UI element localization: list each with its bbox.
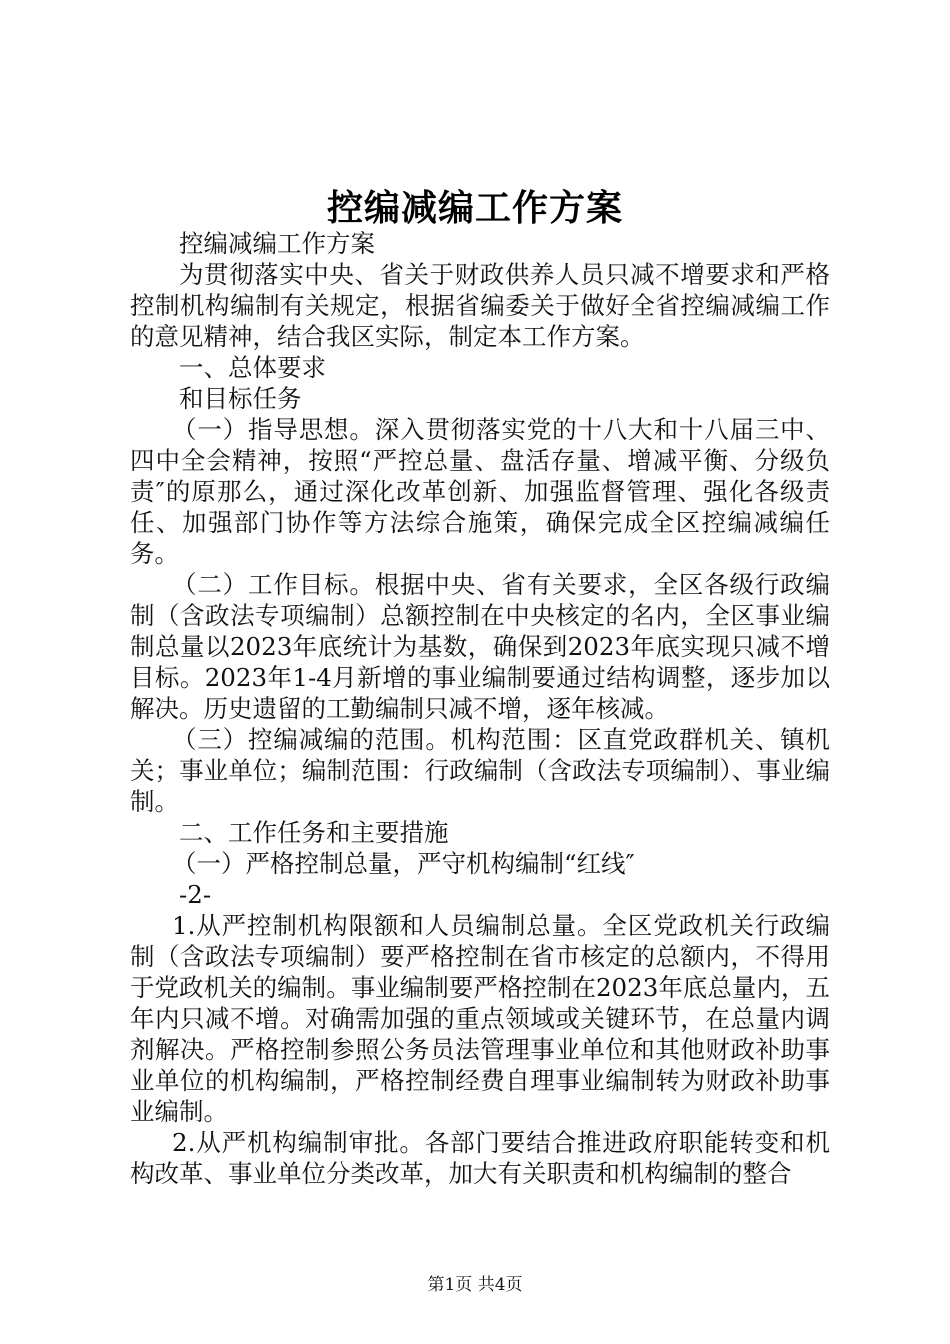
document-title: 控编减编工作方案: [326, 187, 623, 229]
paragraph: 1.从严控制机构限额和人员编制总量。全区党政机关行政编制（含政法专项编制）要严格控制在省市核定的总额内，不得用于党政机关的编制。事业编制要严格控制在2023年底总量内，五年内只减不增。对确需加强的重点领域或关键环节，在总量内调剂解决。严格控制参照公务员法管理事业单位和其他财政补助事业单位的机构编制，严格控制经费自理事业编制转为财政补助事业编制。: [130, 911, 830, 1126]
paragraph: （二）工作目标。根据中央、省有关要求，全区各级行政编制（含政法专项编制）总额控制在中央核定的名内，全区事业编制总量以2023年底统计为基数，确保到2023年底实现只减不增目标。2023年1-4月新增的事业编制要通过结构调整，逐步加以解决。历史遗留的工勤编制只减不增，逐年核减。: [130, 570, 830, 723]
section-heading: 和目标任务: [179, 384, 302, 413]
paragraph: 控编减编工作方案: [179, 229, 375, 258]
document-body: [130, 228, 830, 1189]
paragraph: （三）控编减编的范围。机构范围：区直党政群机关、镇机关；事业单位；编制范围：行政编制（含政法专项编制）、事业编制。: [130, 725, 830, 816]
inline-page-marker: -2-: [179, 880, 212, 909]
page-footer: 第1页 共4页: [427, 1275, 523, 1295]
paragraph: 为贯彻落实中央、省关于财政供养人员只减不增要求和严格控制机构编制有关规定，根据省编委关于做好全省控编减编工作的意见精神，结合我区实际，制定本工作方案。: [130, 260, 830, 351]
paragraph: 2.从严机构编制审批。各部门要结合推进政府职能转变和机构改革、事业单位分类改革，加大有关职责和机构编制的整合: [130, 1128, 830, 1188]
section-heading: 一、总体要求: [179, 353, 326, 382]
section-heading: 二、工作任务和主要措施: [179, 818, 449, 847]
subsection-heading: （一）严格控制总量，严守机构编制“红线″: [172, 849, 635, 878]
paragraph: （一）指导思想。深入贯彻落实党的十八大和十八届三中、四中全会精神，按照“严控总量、盘活存量、增减平衡、分级负责″的原那么，通过深化改革创新、加强监督管理、强化各级责任、加强部门协作等方法综合施策，确保完成全区控编减编任务。: [130, 415, 830, 568]
